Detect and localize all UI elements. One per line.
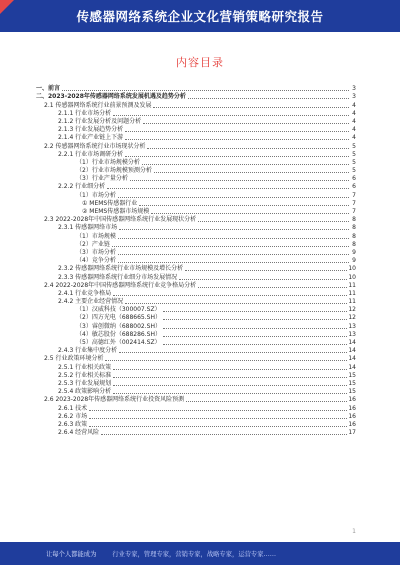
toc-entry[interactable]	[36, 174, 356, 182]
toc-entry[interactable]	[36, 428, 356, 436]
toc-leader-dots	[151, 212, 349, 214]
toc-entry[interactable]	[36, 133, 356, 141]
toc-entry-page: 3	[352, 93, 356, 101]
toc-leader-dots	[186, 400, 347, 402]
toc-entry-label: 2.1.3 行业发展趋势分析	[58, 126, 124, 134]
toc-leader-dots	[113, 294, 347, 296]
toc-entry-label: （5）高德红外（002414.SZ）	[76, 339, 161, 346]
toc-leader-dots	[179, 278, 347, 280]
toc-leader-dots	[163, 335, 347, 337]
toc-entry-page: 5	[352, 167, 356, 175]
toc-entry-label: （2）产业链	[76, 240, 110, 248]
toc-leader-dots	[113, 114, 349, 116]
toc-leader-dots	[119, 228, 349, 230]
toc-entry-label: （3）睿创微纳（688002.SH）	[76, 322, 161, 330]
toc-leader-dots	[112, 245, 349, 247]
toc-entry[interactable]	[36, 346, 356, 354]
toc-entry[interactable]	[36, 330, 356, 338]
toc-entry-page: 16	[348, 396, 356, 404]
toc-entry[interactable]	[36, 412, 356, 420]
toc-entry[interactable]	[36, 141, 356, 149]
toc-leader-dots	[147, 147, 349, 149]
toc-entry[interactable]	[36, 313, 356, 321]
toc-entry[interactable]	[36, 207, 356, 215]
toc-entry[interactable]	[36, 420, 356, 428]
toc-entry-page: 7	[352, 208, 356, 215]
toc-entry-page: 12	[348, 314, 356, 322]
toc-entry-page: 14	[348, 355, 356, 363]
toc-entry-label: （1）汉威科技（300007.SZ）	[76, 306, 161, 314]
toc-leader-dots	[89, 409, 347, 411]
toc-entry[interactable]	[36, 272, 356, 280]
toc-entry[interactable]	[36, 387, 356, 395]
toc-entry-label: 2.5.2 行业相关标准	[58, 371, 112, 379]
toc-entry-page: 6	[352, 175, 356, 183]
footer-tagline: 行业专家，管理专家，营销专家，战略专家，运营专家……	[112, 551, 277, 558]
report-header	[0, 0, 400, 32]
toc-leader-dots	[185, 269, 347, 271]
toc-entry-page: 8	[352, 216, 356, 224]
toc-entry-label: 2.2 传感器网络系统行业市场现状分析	[44, 142, 146, 150]
toc-leader-dots	[113, 368, 347, 370]
toc-entry[interactable]	[36, 362, 356, 370]
toc-entry[interactable]	[36, 305, 356, 313]
toc-entry-page: 7	[352, 199, 356, 207]
toc-entry-label: 2.1 传感器网络系统行业前景预测及发展	[44, 101, 152, 109]
toc-leader-dots	[118, 237, 349, 239]
toc-entry-label: 2.5 行业政策环境分析	[44, 355, 104, 363]
toc-leader-dots	[89, 417, 347, 419]
toc-entry-page: 12	[348, 306, 356, 314]
toc-entry[interactable]	[36, 371, 356, 379]
toc-entry-page: 16	[348, 404, 356, 412]
toc-entry-label: （3）市场分析	[76, 248, 116, 256]
toc-entry-page: 5	[352, 158, 356, 166]
toc-entry[interactable]	[36, 84, 356, 92]
toc-entry-label: 2.1.2 行业发展分析及问题分析	[58, 117, 142, 125]
toc-leader-dots	[113, 392, 347, 394]
toc-leader-dots	[113, 384, 347, 386]
toc-entry[interactable]	[36, 240, 356, 248]
toc-entry-label: 2.5.3 行业发展规划	[58, 379, 112, 387]
report-title: 传感器网络系统企业文化营销策略研究报告	[76, 9, 324, 24]
toc-entry[interactable]	[36, 354, 356, 362]
toc-leader-dots	[101, 433, 347, 435]
corner-flag-icon	[0, 0, 14, 14]
toc-entry[interactable]	[36, 199, 356, 207]
toc-entry-label: 2.6.3 政策	[58, 420, 88, 428]
toc-entry-label: （2）四方光电（688665.SH）	[76, 314, 161, 322]
toc-entry-label: （4）竞争分析	[76, 257, 116, 265]
toc-entry-page: 4	[352, 101, 356, 109]
toc-entry-label: 2.1.1 行业市场分析	[58, 109, 112, 117]
footer-slogan: 让每个人都能成为	[46, 551, 97, 558]
toc-leader-dots	[163, 310, 348, 312]
toc-leader-dots	[163, 318, 347, 320]
toc-leader-dots	[142, 163, 349, 165]
toc-entry[interactable]	[36, 297, 356, 305]
toc-leader-dots	[113, 376, 347, 378]
toc-entry-label: （1）行业市场规模分析	[76, 158, 140, 166]
toc-leader-dots	[62, 89, 349, 91]
toc-entry-page: 14	[348, 339, 356, 346]
toc-entry-label: 2.3.1 传感器网络市场	[58, 224, 118, 232]
toc-entry-label: 2.4.1 行业竞争格局	[58, 289, 112, 297]
toc-entry-label: 二、2023-2028年传感器网络系统发展机遇及趋势分析	[36, 93, 186, 101]
toc-entry[interactable]	[36, 158, 356, 166]
toc-leader-dots	[107, 187, 349, 189]
toc-entry-page: 7	[352, 191, 356, 199]
toc-entry-page: 13	[348, 322, 356, 330]
toc-entry-label: 2.3 2022-2028年中国传感器网络系统行业发展现状分析	[44, 216, 197, 224]
toc-entry-page: 14	[348, 363, 356, 371]
toc-entry-page: 13	[348, 330, 356, 338]
toc-leader-dots	[198, 286, 347, 288]
toc-entry-page: 3	[352, 85, 356, 93]
toc-entry-page: 15	[348, 371, 356, 379]
toc-entry[interactable]	[36, 125, 356, 133]
toc-entry[interactable]	[36, 256, 356, 264]
toc-entry-page: 5	[352, 142, 356, 150]
toc-entry[interactable]	[36, 117, 356, 125]
toc-entry-page: 4	[352, 126, 356, 134]
toc-entry-page: 17	[348, 429, 356, 437]
toc-entry[interactable]	[36, 281, 356, 289]
toc-leader-dots	[125, 138, 349, 140]
toc-leader-dots	[163, 343, 348, 345]
toc-leader-dots	[125, 302, 347, 304]
toc-entry-label: （2）行业市场规模预测分析	[76, 167, 152, 175]
toc-leader-dots	[125, 155, 349, 157]
toc-entry-page: 6	[352, 183, 356, 191]
toc-entry-page: 5	[352, 150, 356, 158]
toc-leader-dots	[153, 106, 349, 108]
toc-leader-dots	[118, 196, 349, 198]
toc-entry[interactable]	[36, 223, 356, 231]
toc-entry[interactable]	[36, 92, 356, 100]
toc-entry-label: 2.6.4 经营风险	[58, 429, 100, 437]
toc-entry-label: ② MEMS传感器市场规模	[82, 208, 150, 215]
toc-leader-dots	[143, 122, 349, 124]
toc-entry-page: 11	[348, 281, 356, 289]
toc-entry-page: 9	[352, 248, 356, 256]
toc-leader-dots	[119, 351, 347, 353]
toc-entry-page: 4	[352, 134, 356, 142]
toc-entry-label: 2.5.4 政策影响分析	[58, 388, 112, 396]
toc-entry[interactable]	[36, 338, 356, 346]
toc-entry-page: 8	[352, 240, 356, 248]
toc-entry[interactable]	[36, 231, 356, 239]
toc-entry-page: 16	[348, 420, 356, 428]
toc-entry-page: 11	[348, 289, 356, 297]
toc-entry-page: 10	[348, 265, 356, 273]
toc-entry-label: 2.1.4 行业产业链上下游	[58, 134, 124, 142]
toc-entry[interactable]	[36, 264, 356, 272]
toc-entry-label: 2.3.2 传感器网络系统行业市场规模及增长分析	[58, 265, 184, 273]
toc-entry-label: 2.4 2022-2028年中国传感器网络系统行业竞争格局分析	[44, 281, 197, 289]
toc-entry-page: 9	[352, 257, 356, 265]
toc-leader-dots	[125, 130, 349, 132]
toc-entry-label: 2.4.2 主要企业经营情况	[58, 298, 124, 306]
page-number: 1	[352, 528, 356, 535]
toc-entry-page: 15	[348, 388, 356, 396]
toc-leader-dots	[198, 220, 349, 222]
toc-entry[interactable]	[36, 100, 356, 108]
toc-entry[interactable]	[36, 109, 356, 117]
toc-entry[interactable]	[36, 166, 356, 174]
toc-entry-page: 15	[348, 379, 356, 387]
toc-entry[interactable]	[36, 215, 356, 223]
toc-heading: 内容目录	[176, 56, 224, 69]
toc-entry-label: 2.5.1 行业相关政策	[58, 363, 112, 371]
toc-entry-page: 8	[352, 232, 356, 240]
toc-entry-page: 11	[348, 298, 356, 306]
toc-entry-label: 2.6.2 市场	[58, 412, 88, 420]
toc-leader-dots	[105, 359, 347, 361]
toc-entry-label: 2.2.2 行业细分析	[58, 183, 106, 191]
toc-entry[interactable]	[36, 182, 356, 190]
toc-entry[interactable]	[36, 403, 356, 411]
toc-entry[interactable]	[36, 289, 356, 297]
toc-entry-page: 4	[352, 109, 356, 117]
toc-entry-page: 8	[352, 224, 356, 232]
toc-leader-dots	[118, 253, 349, 255]
toc-entry-label: （1）市场规模	[76, 232, 116, 240]
toc-leader-dots	[139, 204, 349, 206]
toc-entry[interactable]	[36, 379, 356, 387]
toc-leader-dots	[163, 327, 347, 329]
toc-entry[interactable]	[36, 150, 356, 158]
toc-entry[interactable]	[36, 321, 356, 329]
toc-leader-dots	[130, 179, 349, 181]
toc-entry-page: 16	[348, 412, 356, 420]
toc-leader-dots	[118, 261, 349, 263]
table-of-contents	[36, 84, 356, 529]
toc-entry[interactable]	[36, 248, 356, 256]
toc-leader-dots	[188, 97, 349, 99]
toc-entry-label: ① MEMS传感器行业	[82, 199, 138, 207]
toc-entry[interactable]	[36, 395, 356, 403]
toc-entry-label: 2.4.3 行业集中度分析	[58, 347, 118, 355]
toc-entry-label: 2.2.1 行业市场调研分析	[58, 150, 124, 158]
toc-entry-label: （3）行业产量分析	[76, 175, 128, 183]
toc-entry-label: （1）市场分析	[76, 191, 116, 199]
toc-entry-page: 10	[348, 273, 356, 281]
toc-entry[interactable]	[36, 190, 356, 198]
toc-leader-dots	[89, 425, 347, 427]
toc-entry-label: 2.6.1 技术	[58, 404, 88, 412]
toc-entry-label: 2.3.3 传感器网络系统行业细分市场发展情况	[58, 273, 178, 281]
toc-entry-label: （4）敏芯股份（688286.SH）	[76, 330, 161, 338]
toc-entry-page: 14	[348, 347, 356, 355]
toc-leader-dots	[154, 171, 349, 173]
toc-entry-page: 4	[352, 117, 356, 125]
footer-bar	[0, 542, 400, 565]
toc-entry-label: 2.6 2023-2028年传感器网络系统行业投资风险预测	[44, 396, 185, 404]
toc-entry-label: 一、前言	[36, 85, 61, 93]
